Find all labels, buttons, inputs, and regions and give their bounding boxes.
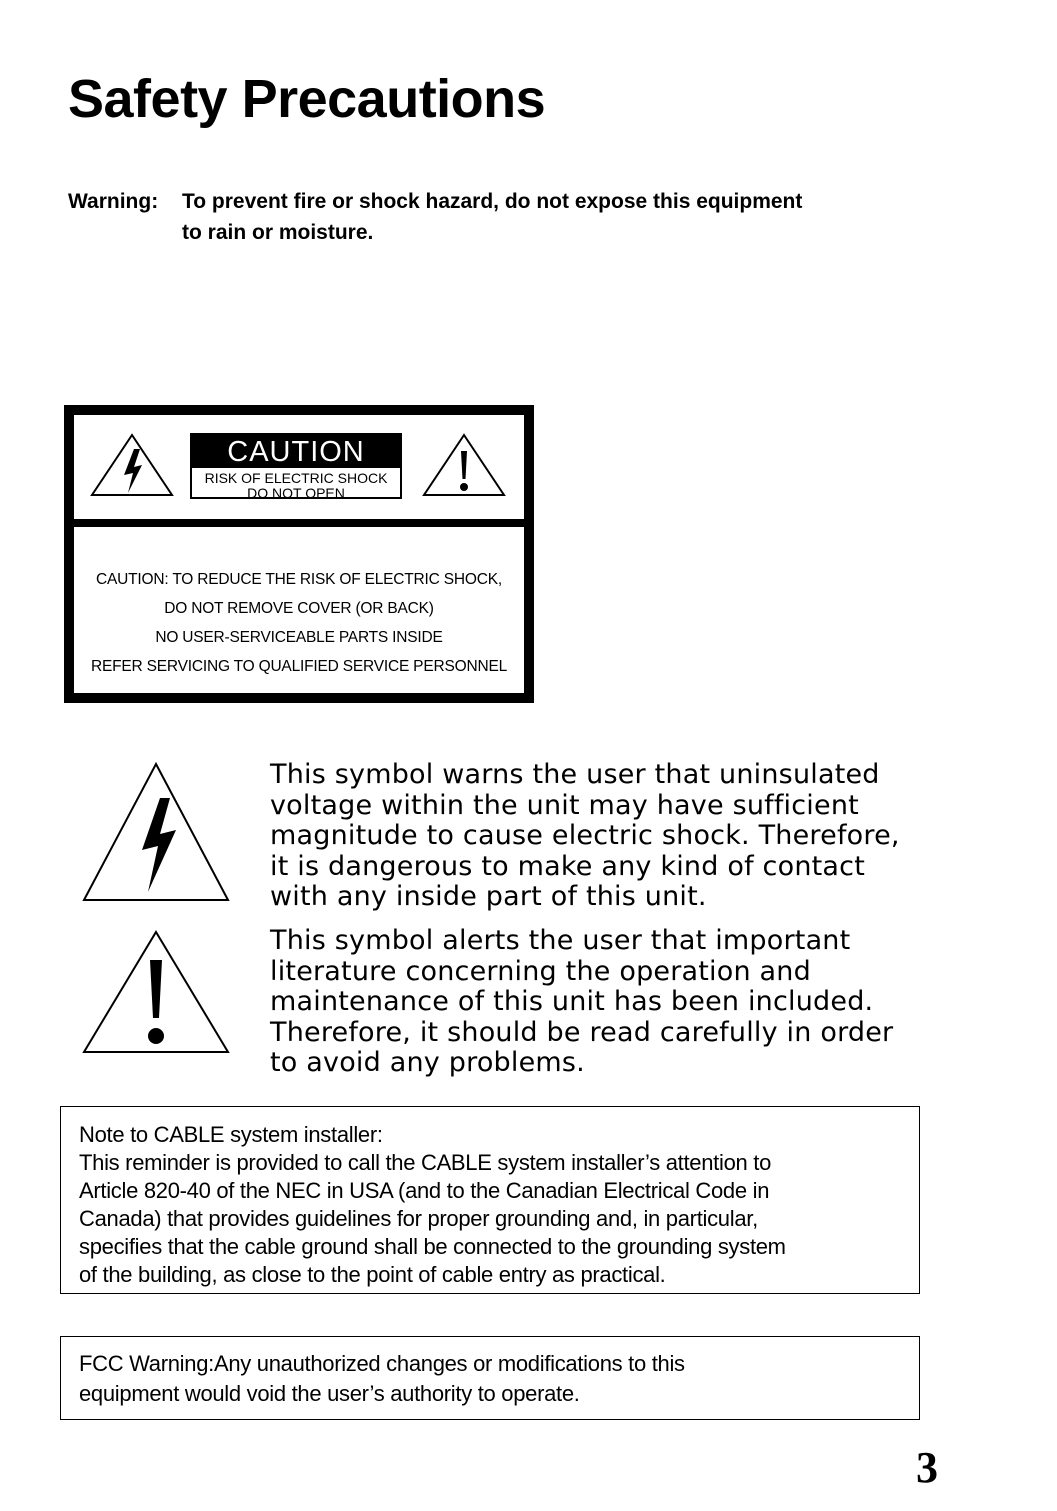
description-line: literature concerning the operation and	[270, 955, 811, 987]
caution-text	[74, 565, 524, 681]
fcc-warning	[60, 1336, 920, 1420]
description-line: to avoid any problems.	[270, 1047, 585, 1078]
lightning-warning-icon	[88, 431, 176, 499]
cable-note-line: Article 820-40 of the NEC in USA (and to the Canadian Electrical Code in	[79, 1178, 770, 1203]
cable-note-line: This reminder is provided to call the CABLE system installer’s attention to	[79, 1150, 772, 1175]
description-line: voltage within the unit may have sufficient	[270, 789, 859, 821]
caution-sub-line-2: DO NOT OPEN	[247, 485, 345, 501]
caution-label-header	[74, 415, 524, 519]
description-line: This symbol warns the user that uninsulated	[270, 759, 880, 790]
fcc-warning-line: equipment would void the user’s authority to operate.	[79, 1381, 580, 1406]
caution-text-line: CAUTION: TO REDUCE THE RISK OF ELECTRIC SHOCK,	[96, 571, 502, 588]
caution-label-box	[64, 405, 534, 703]
caution-badge	[190, 433, 402, 499]
warning-statement	[68, 186, 948, 248]
cable-note-line: Canada) that provides guidelines for proper grounding and, in particular,	[79, 1206, 758, 1231]
caution-sub-line-1: RISK OF ELECTRIC SHOCK	[204, 470, 388, 486]
description-line: This symbol alerts the user that important	[270, 925, 851, 956]
page-title: Safety Precautions	[68, 69, 546, 129]
caution-text-line: NO USER-SERVICEABLE PARTS INSIDE	[155, 629, 443, 646]
page-number: 3	[916, 1443, 938, 1492]
description-line: it is dangerous to make any kind of contact	[270, 850, 865, 882]
cable-note-heading: Note to CABLE system installer:	[79, 1122, 383, 1147]
cable-note-line: of the building, as close to the point of cable entry as practical.	[79, 1262, 666, 1287]
description-line: maintenance of this unit has been included.	[270, 986, 874, 1017]
exclamation-warning-icon	[420, 431, 508, 499]
lightning-warning-icon	[78, 758, 234, 906]
exclamation-symbol-description	[270, 926, 960, 1079]
description-line: magnitude to cause electric shock. Therefore,	[270, 820, 900, 851]
caution-label-body	[74, 527, 524, 693]
exclamation-warning-icon	[78, 926, 234, 1058]
warning-line-2: to rain or moisture.	[182, 221, 374, 244]
description-line: with any inside part of this unit.	[270, 881, 707, 912]
caution-heading: CAUTION	[192, 435, 400, 468]
description-line: Therefore, it should be read carefully in order	[270, 1016, 894, 1048]
cable-installer-note	[60, 1106, 920, 1294]
fcc-warning-line: FCC Warning:Any unauthorized changes or modifications to this	[79, 1351, 685, 1376]
warning-line-1: To prevent fire or shock hazard, do not expose this equipment	[182, 190, 803, 213]
cable-note-line: specifies that the cable ground shall be connected to the grounding system	[79, 1234, 786, 1259]
caution-text-line: REFER SERVICING TO QUALIFIED SERVICE PERSONNEL	[90, 658, 507, 675]
caution-text-line: DO NOT REMOVE COVER (OR BACK)	[164, 600, 434, 617]
lightning-symbol-description	[270, 760, 960, 913]
warning-label: Warning:	[68, 190, 159, 213]
